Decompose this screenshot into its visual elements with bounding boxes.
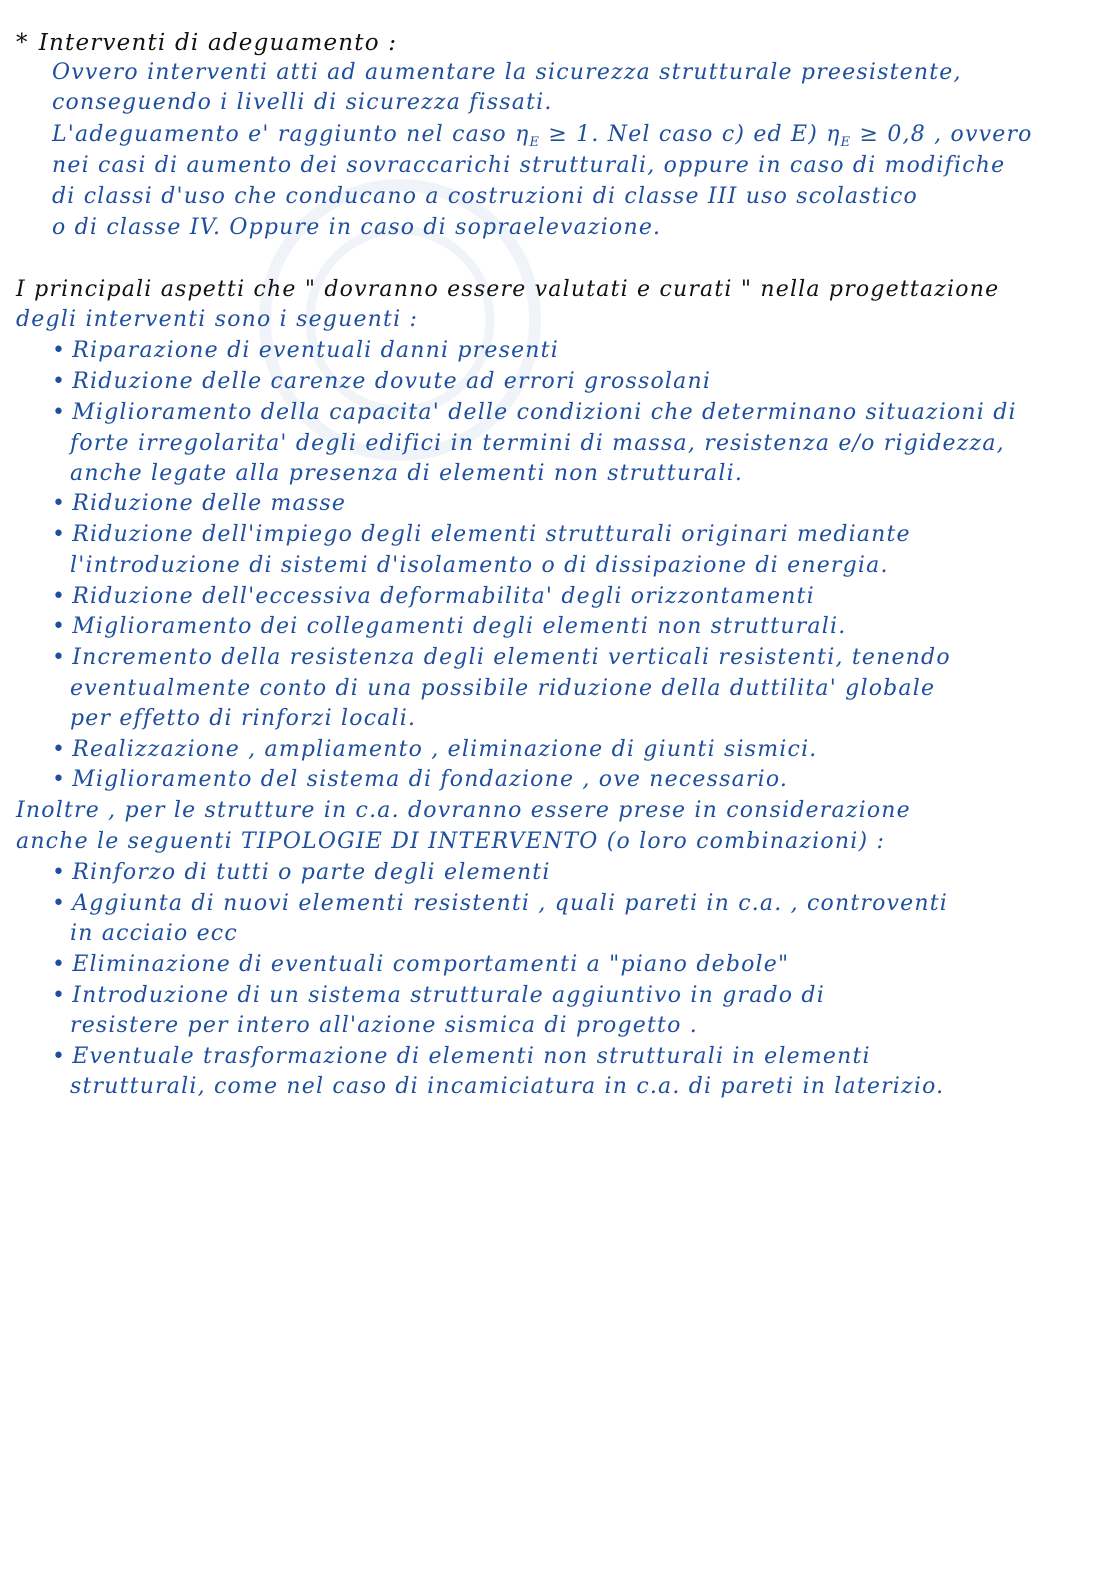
- bullet-icon: •: [52, 983, 67, 1008]
- intro-line-2: conseguendo i livelli di sicurezza fissati.: [52, 90, 553, 115]
- bullet-icon: •: [52, 860, 67, 885]
- list-item: • Riparazione di eventuali danni presenti: [52, 338, 559, 363]
- furthermore-line-1: Inoltre , per le strutture in c.a. dovranno essere prese in considerazione: [16, 798, 911, 823]
- principal-line-2: degli interventi sono i seguenti :: [16, 307, 419, 332]
- list-item: • Riduzione delle masse: [52, 491, 347, 516]
- bullet-icon: •: [52, 369, 67, 394]
- list-item-continuation: strutturali, come nel caso di incamiciatura in c.a. di pareti in laterizio.: [70, 1074, 945, 1099]
- furthermore-line-2: anche le seguenti TIPOLOGIE DI INTERVENTO (o loro combinazioni) :: [16, 829, 886, 854]
- bullet-icon: •: [52, 491, 67, 516]
- list-item: • Eventuale trasformazione di elementi non strutturali in elementi: [52, 1044, 871, 1069]
- list-item-continuation: resistere per intero all'azione sismica di progetto .: [70, 1013, 698, 1038]
- bullet-icon: •: [52, 767, 67, 792]
- list-item: • Riduzione dell'eccessiva deformabilita' degli orizzontamenti: [52, 584, 815, 609]
- bullet-icon: •: [52, 952, 67, 977]
- bullet-icon: •: [52, 737, 67, 762]
- bullet-icon: •: [52, 1044, 67, 1069]
- list-item-continuation: l'introduzione di sistemi d'isolamento o di dissipazione di energia.: [70, 553, 889, 578]
- adequacy-line-3: di classi d'uso che conducano a costruzioni di classe III uso scolastico: [52, 184, 919, 209]
- list-item: • Eliminazione di eventuali comportamenti a "piano debole": [52, 952, 790, 977]
- bullet-icon: •: [52, 522, 67, 547]
- asterisk-icon: *: [16, 30, 29, 56]
- list-item: • Riduzione dell'impiego degli elementi strutturali originari mediante: [52, 522, 911, 547]
- bullet-icon: •: [52, 584, 67, 609]
- bullet-icon: •: [52, 891, 67, 916]
- bullet-icon: •: [52, 645, 67, 670]
- adequacy-line-4: o di classe IV. Oppure in caso di sopraelevazione.: [52, 215, 662, 240]
- list-item: • Miglioramento della capacita' delle condizioni che determinano situazioni di: [52, 400, 1017, 425]
- bullet-icon: •: [52, 338, 67, 363]
- list-item-continuation: forte irregolarita' degli edifici in termini di massa, resistenza e/o rigidezza,: [70, 431, 1005, 456]
- adequacy-text-c: ≥ 0,8 , ovvero: [851, 122, 1033, 147]
- list-item-continuation: in acciaio ecc: [70, 921, 238, 946]
- adequacy-text-b: ≥ 1. Nel caso c) ed E) η: [540, 122, 841, 147]
- list-item-continuation: per effetto di rinforzi locali.: [70, 706, 417, 731]
- list-item: • Realizzazione , ampliamento , eliminazione di giunti sismici.: [52, 737, 818, 762]
- adequacy-line-2: nei casi di aumento dei sovraccarichi strutturali, oppure in caso di modifiche: [52, 153, 1006, 178]
- adequacy-text-a: L'adeguamento e' raggiunto nel caso η: [52, 122, 530, 147]
- principal-line-1: I principali aspetti che " dovranno essere valutati e curati " nella progettazione: [16, 277, 1000, 302]
- eta-subscript-2: E: [840, 135, 852, 150]
- bullet-icon: •: [52, 400, 67, 425]
- list-item: • Miglioramento del sistema di fondazione , ove necessario.: [52, 767, 789, 792]
- section-heading: [16, 28, 397, 58]
- eta-subscript: E: [529, 135, 541, 150]
- bullet-icon: •: [52, 614, 67, 639]
- list-item: • Miglioramento dei collegamenti degli elementi non strutturali.: [52, 614, 847, 639]
- list-item: • Incremento della resistenza degli elementi verticali resistenti, tenendo: [52, 645, 951, 670]
- list-item: • Rinforzo di tutti o parte degli elementi: [52, 860, 551, 885]
- list-item-continuation: eventualmente conto di una possibile riduzione della duttilita' globale: [70, 676, 936, 701]
- list-item-continuation: anche legate alla presenza di elementi non strutturali.: [70, 461, 744, 486]
- list-item: • Introduzione di un sistema strutturale aggiuntivo in grado di: [52, 983, 825, 1008]
- heading-title: Interventi di adeguamento :: [38, 30, 398, 56]
- list-item: • Aggiunta di nuovi elementi resistenti , quali pareti in c.a. , controventi: [52, 891, 949, 916]
- list-item: • Riduzione delle carenze dovute ad errori grossolani: [52, 369, 712, 394]
- intro-line-1: Ovvero interventi atti ad aumentare la sicurezza strutturale preesistente,: [52, 60, 962, 85]
